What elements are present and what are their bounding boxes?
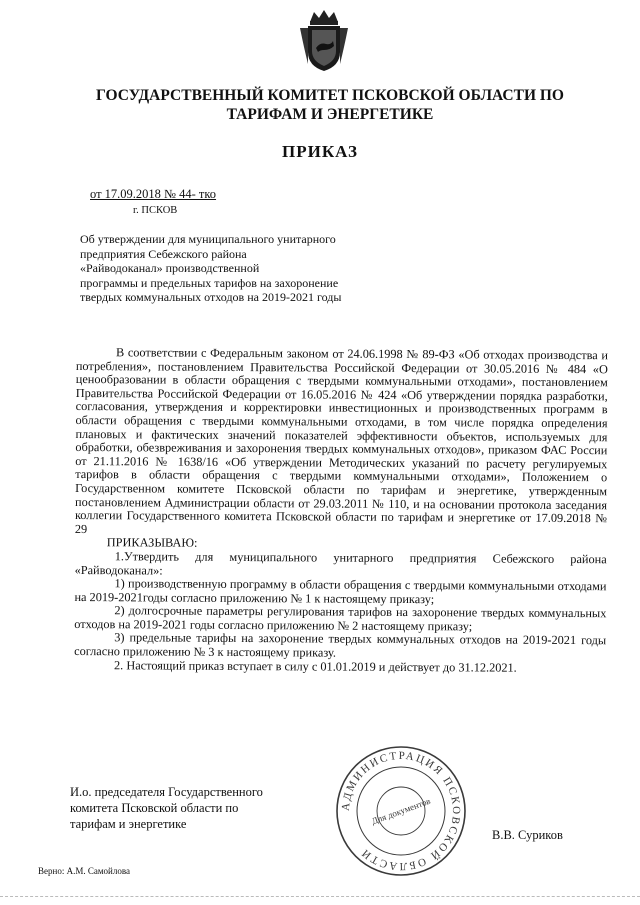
signer-name: В.В. Суриков — [492, 828, 563, 842]
order-item-2: 2. Настоящий приказ вступает в силу с 01.01.2019 и действует до 31.12.2021. — [114, 657, 517, 675]
order-subject — [80, 232, 440, 305]
order-item-1-2: 2) долгосрочные параметры регулирования тарифов на захоронение твердых коммунальных отходов на 2019-2021 годы согласно приложению № 2 настоящему приказу; — [74, 603, 607, 634]
stamp-outer-text: АДМИНИСТРАЦИЯ ПСКОВСКОЙ ОБЛАСТИ — [339, 749, 463, 873]
signature-position — [70, 784, 263, 832]
order-city: г. ПСКОВ — [133, 205, 178, 216]
order-item-1-1: 1) производственную программу в области обращения с твердыми коммунальными отходами на 2019-2021годы согласно приложению № 1 к настоящему приказу; — [74, 576, 607, 606]
page-bottom-divider — [0, 896, 640, 897]
subject-line: программы и предельных тарифов на захоронение — [80, 275, 339, 290]
order-word: ПРИКАЗЫВАЮ: — [106, 535, 198, 551]
copy-certification-note: Верно: А.М. Самойлова — [38, 866, 130, 876]
document-type-title: ПРИКАЗ — [282, 142, 358, 161]
round-seal-stamp — [332, 742, 470, 880]
order-date-number: от 17.09.2018 № 44- тко — [90, 187, 217, 201]
coat-of-arms-emblem — [298, 8, 350, 74]
organization-title-line-2: ТАРИФАМ И ЭНЕРГЕТИКЕ — [226, 106, 434, 123]
subject-line: «Райводоканал» производственной — [80, 261, 260, 275]
subject-line: предприятия Себежского района — [80, 246, 247, 261]
subject-line: Об утверждении для муниципального унитарного — [80, 232, 336, 246]
organization-title — [60, 86, 600, 124]
position-line-2: комитета Псковской области по — [70, 801, 239, 815]
subject-line: твердых коммунальных отходов на 2019-2021 годы — [80, 290, 342, 304]
order-item-1: 1.Утвердить для муниципального унитарного предприятия Себежского района «Райводоканал»: — [74, 549, 607, 578]
stamp-inner-text: Для документов — [370, 795, 432, 827]
position-line-3: тарифам и энергетике — [70, 817, 187, 831]
position-line-1: И.о. председателя Государственного — [70, 785, 263, 799]
order-body — [74, 346, 608, 675]
preamble-paragraph: В соответствии с Федеральным законом от 24.06.1998 № 89-ФЗ «Об отходах производства и потребления», постановлением Правительства Российской Федерации от 30.05.2016 № 484 «О ценообразовании в области обращения с твердыми коммунальными отходами», постановлением Правительства Российской Федерации от 16.05.2016 № 424 «Об утверждении порядка разработки, согласования, утверждения и корректировки инвестиционных и производственных программ в области обращения с твердыми коммунальными отходами, в том числе порядка определения плановых и фактических значений показателей эффективности объектов, используемых для обработки, обезвреживания и захоронения твердых коммунальных отходов», приказом ФАС России от 21.11.2016 № 1638/16 «Об утверждении Методических указаний по расчету регулируемых тарифов в области обращения с твердыми коммунальными отходами», Положением о Государственном комитете Псковской области по тарифам и энергетике, утвержденным постановлением Администрации области от 29.03.2011 № 110, и на основании протокола заседания коллегии Государственного комитета Псковской области по тарифам и энергетике от 17.09.2018 № 29 — [74, 345, 608, 536]
order-item-1-3: 3) предельные тарифы на захоронение твердых коммунальных отходов на 2019-2021 годы согласно приложению № 3 к настоящему приказу. — [74, 630, 607, 660]
organization-title-line-1: ГОСУДАРСТВЕННЫЙ КОМИТЕТ ПСКОВСКОЙ ОБЛАСТИ ПО — [96, 87, 564, 104]
